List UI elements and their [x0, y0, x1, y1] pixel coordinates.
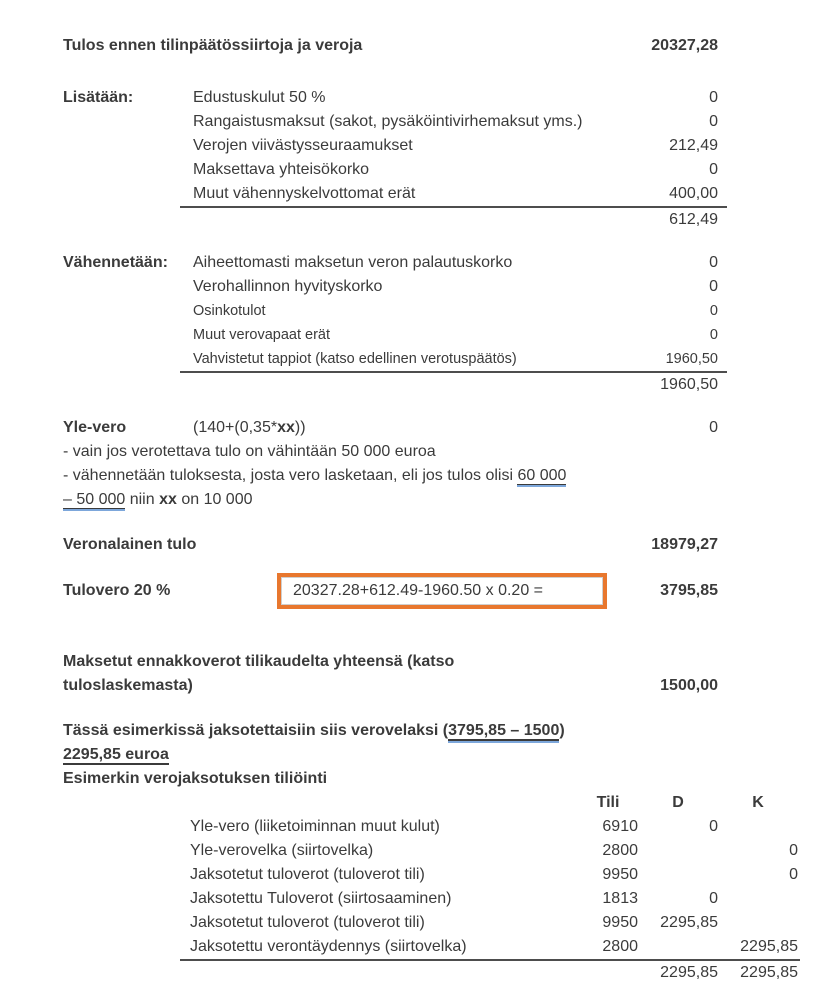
income-tax-value: 3795,85 — [660, 582, 718, 599]
deductions-total-row — [63, 373, 718, 397]
booking-table-title: Esimerkin verojaksotuksen tiliöinti — [63, 770, 328, 787]
addition-item-label: Verojen viivästysseuraamukset — [193, 137, 413, 154]
deduction-item-label: Muut verovapaat erät — [193, 327, 331, 343]
yle-tax-label: Yle-vero — [63, 419, 127, 436]
deduction-row — [63, 275, 718, 299]
additions-section-label: Lisätään: — [63, 89, 134, 106]
booking-table-row — [190, 863, 798, 887]
booking-table-row — [190, 839, 798, 863]
underlined-amount: 60 000 — [517, 467, 567, 484]
booking-table-row — [190, 887, 798, 911]
deduction-item-label: Aiheettomasti maksetun veron palautuskorko — [193, 254, 513, 271]
booking-row-label: Jaksotettu verontäydennys (siirtovelka) — [190, 938, 467, 955]
deduction-item-value: 0 — [709, 254, 718, 271]
prepaid-taxes-label: Maksetut ennakkoverot tilikaudelta yhteensä (katso tuloslaskemasta) — [63, 653, 455, 694]
yle-tax-note-2: - vähennetään tuloksesta, josta vero lasketaan, eli jos tulos olisi 60 000 — [63, 467, 567, 484]
column-header-tili: Tili — [596, 794, 620, 811]
accrual-note-line-2: 2295,85 euroa — [63, 746, 169, 763]
underlined-amount: 3795,85 – 1500 — [448, 722, 560, 739]
column-header-credit: K — [752, 794, 764, 811]
profit-before-taxes-row — [63, 34, 718, 58]
deduction-row — [63, 323, 718, 347]
addition-item-label: Muut vähennyskelvottomat erät — [193, 185, 416, 202]
addition-item-value: 0 — [709, 89, 718, 106]
addition-item-label: Edustuskulut 50 % — [193, 89, 326, 106]
booking-row-account: 1813 — [602, 890, 638, 907]
booking-row-label: Jaksotettu Tuloverot (siirtosaaminen) — [190, 890, 452, 907]
booking-row-account: 9950 — [602, 866, 638, 883]
yle-tax-note-1: - vain jos verotettava tulo on vähintään 50 000 euroa — [63, 443, 436, 460]
booking-row-debit: 2295,85 — [660, 914, 718, 931]
taxable-income-value: 18979,27 — [651, 536, 718, 553]
addition-item-label: Maksettava yhteisökorko — [193, 161, 370, 178]
addition-item-value: 0 — [709, 113, 718, 130]
deduction-item-value: 0 — [709, 278, 718, 295]
booking-row-label: Yle-vero (liiketoiminnan muut kulut) — [190, 818, 440, 835]
addition-row — [63, 182, 718, 206]
prepaid-taxes-row — [63, 650, 718, 698]
deduction-item-label: Vahvistetut tappiot (katso edellinen verotuspäätös) — [193, 351, 517, 367]
deduction-item-label: Verohallinnon hyvityskorko — [193, 278, 383, 295]
deduction-row — [63, 299, 718, 323]
booking-total-debit: 2295,85 — [660, 964, 718, 981]
addition-item-value: 0 — [709, 161, 718, 178]
addition-row — [63, 134, 718, 158]
booking-row-label: Jaksotetut tuloverot (tuloverot tili) — [190, 866, 425, 883]
booking-table-row — [190, 935, 798, 959]
deduction-item-value: 0 — [709, 303, 718, 319]
deductions-section — [63, 251, 718, 397]
yle-tax-formula: (140+(0,35*xx)) — [193, 419, 306, 436]
income-tax-label: Tulovero 20 % — [63, 582, 171, 599]
addition-row — [63, 86, 718, 110]
deductions-section-label: Vähennetään: — [63, 254, 168, 271]
income-tax-row — [63, 573, 718, 609]
income-tax-formula: 20327.28+612.49-1960.50 x 0.20 = — [293, 582, 543, 599]
addition-row — [63, 110, 718, 134]
booking-table-row — [190, 911, 798, 935]
booking-row-credit: 2295,85 — [740, 938, 798, 955]
additions-section — [63, 86, 718, 232]
profit-before-taxes-label: Tulos ennen tilinpäätössiirtoja ja veroja — [63, 37, 363, 54]
deduction-row — [63, 347, 718, 371]
addition-row — [63, 158, 718, 182]
booking-row-debit: 0 — [709, 890, 718, 907]
booking-table-totals-row — [190, 961, 798, 985]
underlined-amount: – 50 000 — [63, 491, 126, 508]
booking-row-label: Yle-verovelka (siirtovelka) — [190, 842, 374, 859]
deductions-total-value: 1960,50 — [660, 376, 718, 393]
booking-row-debit: 0 — [709, 818, 718, 835]
yle-tax-row — [63, 416, 718, 440]
booking-row-account: 9950 — [602, 914, 638, 931]
booking-row-account: 2800 — [602, 842, 638, 859]
income-tax-formula-highlight-box — [277, 573, 607, 609]
booking-total-credit: 2295,85 — [740, 964, 798, 981]
taxable-income-row — [63, 533, 718, 557]
additions-total-value: 612,49 — [669, 211, 718, 228]
booking-table — [63, 791, 798, 985]
column-header-debit: D — [672, 794, 684, 811]
booking-row-account: 6910 — [602, 818, 638, 835]
booking-row-account: 2800 — [602, 938, 638, 955]
yle-tax-value: 0 — [709, 419, 718, 436]
accrual-note — [63, 719, 718, 791]
additions-total-row — [63, 208, 718, 232]
profit-before-taxes-value: 20327,28 — [651, 37, 718, 54]
deduction-row — [63, 251, 718, 275]
yle-tax-note-3: – 50 000 niin xx on 10 000 — [63, 491, 253, 508]
booking-table-header — [190, 791, 798, 815]
addition-item-label: Rangaistusmaksut (sakot, pysäköintivirhemaksut yms.) — [193, 113, 583, 130]
booking-row-label: Jaksotetut tuloverot (tuloverot tili) — [190, 914, 425, 931]
taxable-income-label: Veronalainen tulo — [63, 536, 197, 553]
addition-item-value: 400,00 — [669, 185, 718, 202]
booking-table-row — [190, 815, 798, 839]
booking-row-credit: 0 — [789, 866, 798, 883]
booking-row-credit: 0 — [789, 842, 798, 859]
accrual-note-line-1: Tässä esimerkissä jaksotettaisiin siis verovelaksi (3795,85 – 1500) — [63, 722, 565, 739]
yle-tax-section — [63, 416, 718, 512]
prepaid-taxes-value: 1500,00 — [660, 677, 718, 694]
addition-item-value: 212,49 — [669, 137, 718, 154]
deduction-item-value: 0 — [709, 327, 718, 343]
deduction-item-value: 1960,50 — [665, 351, 718, 367]
deduction-item-label: Osinkotulot — [193, 303, 266, 319]
